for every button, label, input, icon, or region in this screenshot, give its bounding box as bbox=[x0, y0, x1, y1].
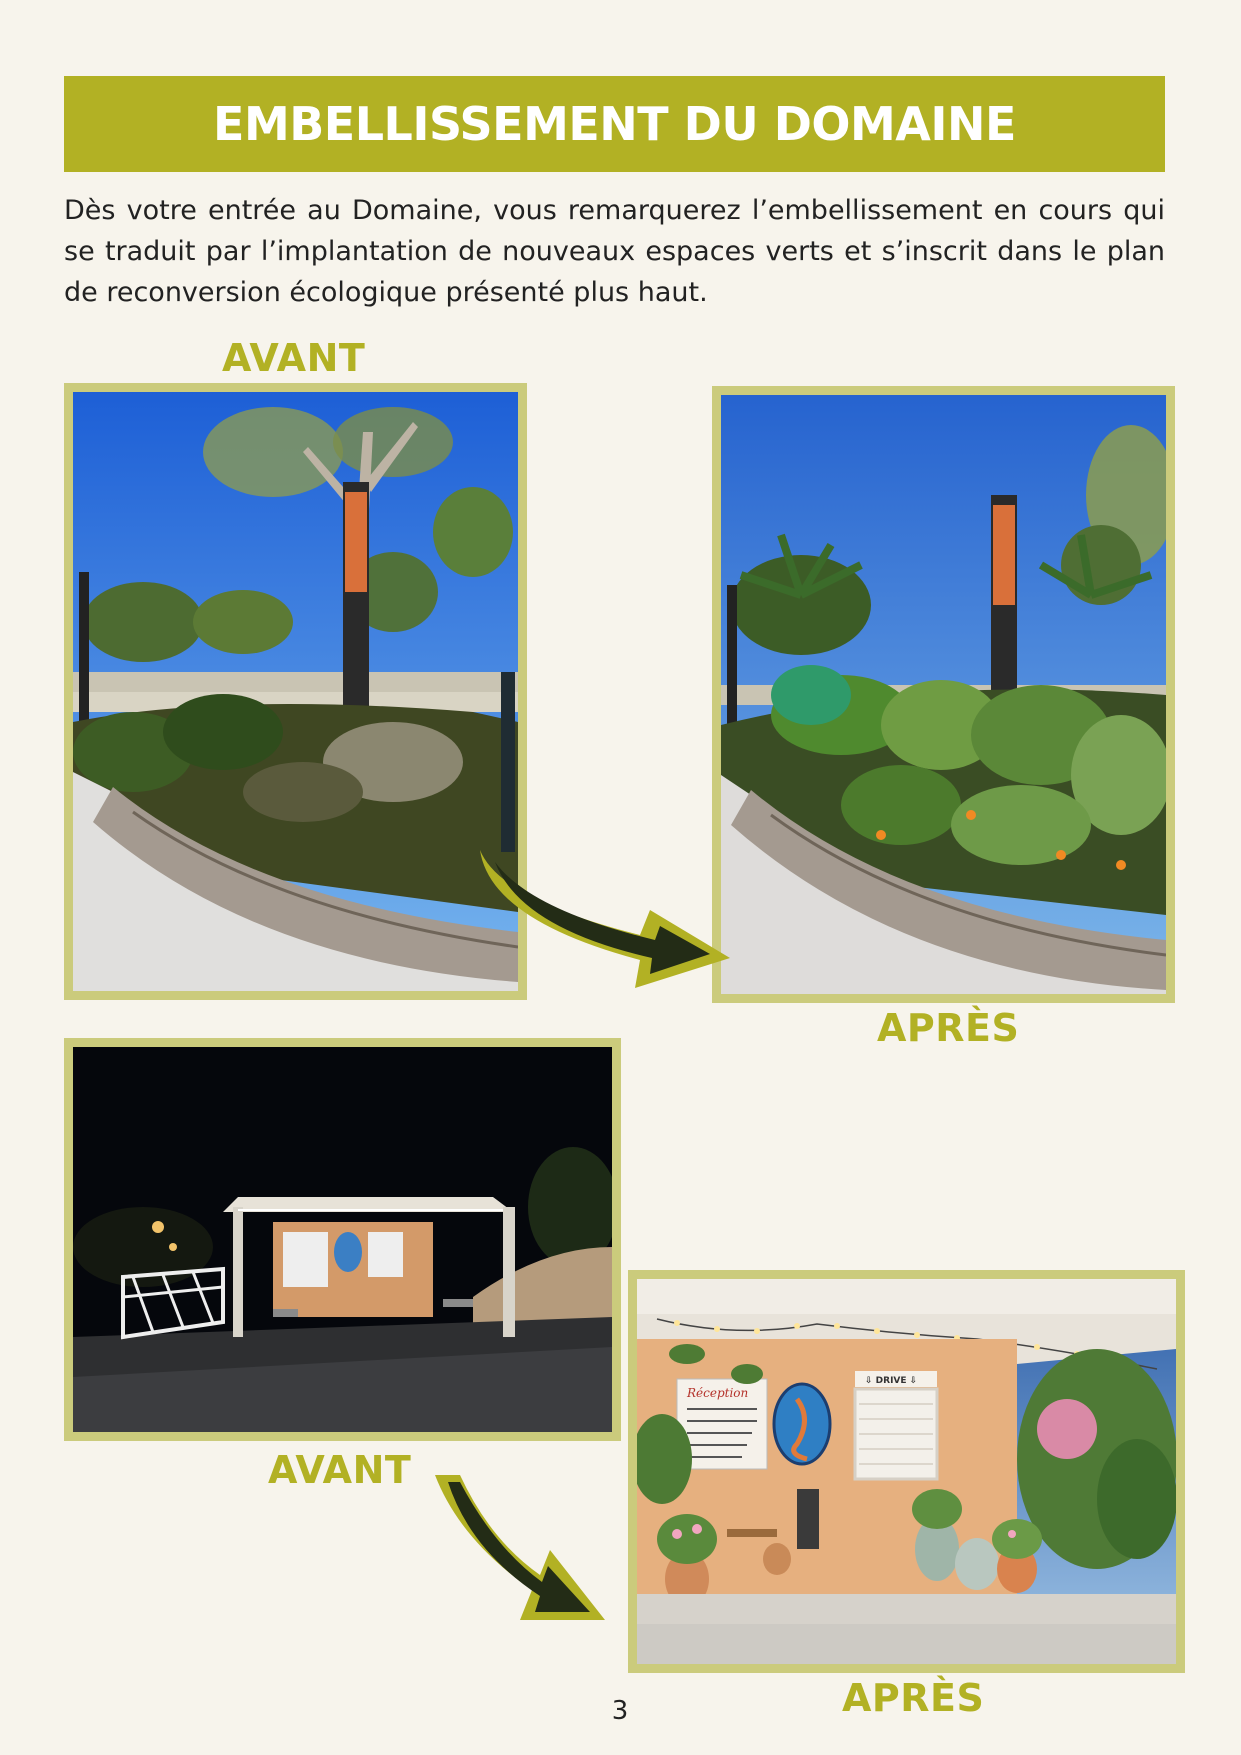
title-banner bbox=[64, 76, 1165, 172]
page-number: 3 bbox=[611, 1696, 629, 1726]
photo-after-garden bbox=[712, 386, 1175, 1003]
photo-before-reception bbox=[64, 1038, 621, 1441]
reception-after-image bbox=[637, 1279, 1176, 1664]
arrow-icon bbox=[430, 1470, 610, 1630]
arrow-icon bbox=[470, 840, 770, 990]
garden-before-image bbox=[73, 392, 518, 991]
label-avant-2: AVANT bbox=[268, 1448, 412, 1492]
reception-before-image bbox=[73, 1047, 612, 1432]
label-apres-2: APRÈS bbox=[842, 1676, 985, 1720]
garden-after-image bbox=[721, 395, 1166, 994]
label-avant-1: AVANT bbox=[222, 336, 366, 380]
intro-paragraph: Dès votre entrée au Domaine, vous remarquerez l’embellissement en cours qui se traduit par l’implantation de nouveaux espaces verts et s’inscrit dans le plan de reconversion écologique présenté plus haut. bbox=[64, 195, 1165, 308]
label-apres-1: APRÈS bbox=[877, 1006, 1020, 1050]
photo-before-garden bbox=[64, 383, 527, 1000]
drive-sign-text: ⇩ DRIVE ⇩ bbox=[865, 1376, 918, 1386]
photo-after-reception bbox=[628, 1270, 1185, 1673]
page-title: EMBELLISSEMENT DU DOMAINE bbox=[213, 97, 1016, 151]
reception-sign-text: Réception bbox=[687, 1386, 749, 1400]
